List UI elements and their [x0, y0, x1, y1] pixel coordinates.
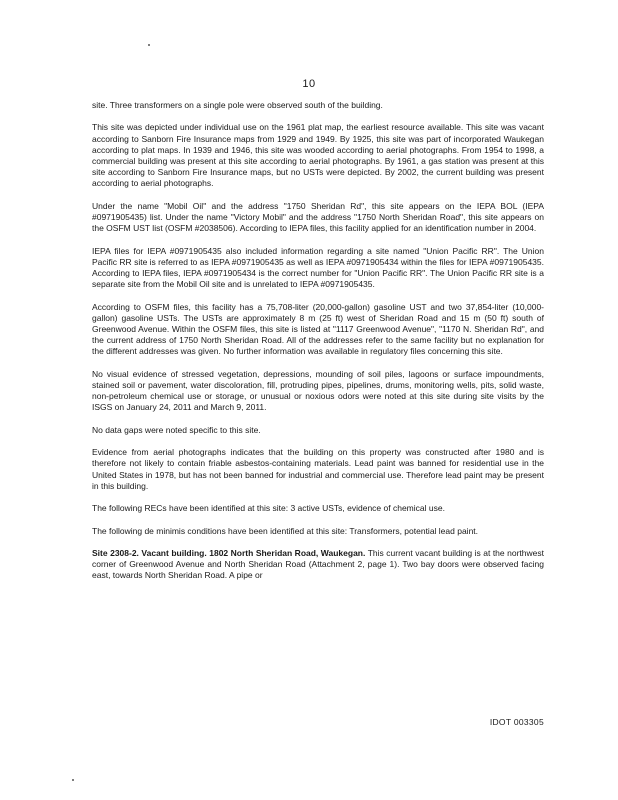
paragraph: IEPA files for IEPA #0971905435 also included information regarding a site named "Union Pacific RR". The Union Pacific RR site is referred to as IEPA #0971905435 as well as IEPA #0971905434 within the files for IEPA #0971905435. According to IEPA files, IEPA #0971905434 is the correct number for "Union Pacific RR". The Union Pacific RR site is a separate site from the Mobil Oil site and is unrelated to IEPA #0971905435. [92, 245, 544, 290]
paragraph: The following de minimis conditions have been identified at this site: Transformers, potential lead paint. [92, 525, 479, 536]
page-number: 10 [302, 78, 316, 90]
paragraph: Under the name "Mobil Oil" and the address "1750 Sheridan Rd", this site appears on the IEPA BOL (IEPA #0971905435) list. Under the name "Victory Mobil" and the address "1750 North Sheridan Road", this site appears on the OSFM UST list (OSFM #2038506). According to IEPA files, this facility applied for an identification number in 2004. [92, 200, 544, 234]
paragraph: site. Three transformers on a single pole were observed south of the building. [92, 100, 383, 110]
scan-speck [72, 779, 74, 781]
body-text [92, 100, 544, 593]
paragraph: According to OSFM files, this facility has a 75,708-liter (20,000-gallon) gasoline UST and two 37,854-liter (10,000-gallon) gasoline USTs. The USTs are approximately 8 m (25 ft) west of Sheridan Road and 15 m (50 ft) south of Greenwood Avenue. Within the OSFM files, this site is listed at "1117 Greenwood Avenue", "1170 N. Sheridan Rd", and the current address of 1750 North Sheridan Road. All of the addresses refer to the same facility but no explanation for the different addresses was given. No further information was available in regulatory files concerning this site. [92, 301, 544, 357]
site-paragraph-text: This current vacant building is at the northwest corner of Greenwood Avenue and North Sheridan Road (Attachment 2, page 1). Two bay doors were observed facing east, towards North Sheridan Road. A pipe or [92, 547, 544, 581]
paragraph: No data gaps were noted specific to this site. [92, 424, 261, 435]
paragraph: No visual evidence of stressed vegetation, depressions, mounding of soil piles, lagoons or surface impoundments, stained soil or pavement, water discoloration, fill, protruding pipes, pipelines, drums, monitoring wells, pits, solid waste, non-petroleum chemical use or storage, or unusual or noxious odors were noted at this site during site visits by the ISGS on January 24, 2011 and March 9, 2011. [92, 368, 544, 413]
bates-number: IDOT 003305 [489, 717, 544, 727]
site-paragraph [92, 548, 544, 582]
scan-speck [148, 44, 150, 46]
paragraph: Evidence from aerial photographs indicates that the building on this property was constructed after 1980 and is therefore not likely to contain friable asbestos-containing materials. Lead paint was banned for residential use in the United States in 1978, but has not been banned for industrial and commercial use. Therefore lead paint may be present in this building. [92, 447, 544, 491]
site-heading: Site 2308-2. Vacant building. 1802 North Sheridan Road, Waukegan. [92, 547, 366, 558]
paragraph: This site was depicted under individual use on the 1961 plat map, the earliest resource available. This site was vacant according to Sanborn Fire Insurance maps from 1929 and 1949. By 1925, this site was part of incorporated Waukegan according to plat maps. In 1939 and 1946, this site was wooded according to aerial photographs. From 1954 to 1998, a commercial building was present at this site according to aerial photographs. By 1961, a gas station was present at this site according to Sanborn Fire Insurance maps, but no USTs were depicted. By 2002, the current building was present according to aerial photographs. [92, 122, 544, 189]
paragraph: The following RECs have been identified at this site: 3 active USTs, evidence of chemical use. [92, 503, 445, 514]
